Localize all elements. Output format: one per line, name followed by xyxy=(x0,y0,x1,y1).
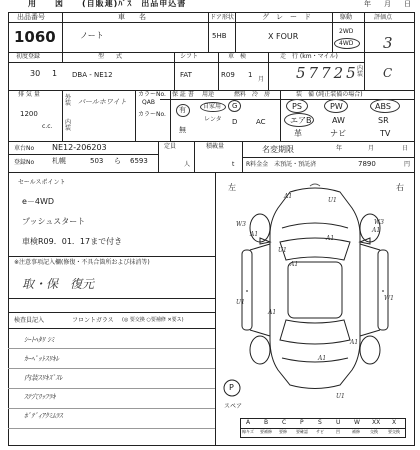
windshield-options: (◎ 要交換 ○要補修 ✕要ス) xyxy=(122,317,184,323)
lot-label: 出品番号 xyxy=(17,13,45,21)
plate-kana: ら xyxy=(114,157,121,165)
legend-code: B xyxy=(264,419,269,426)
diagram-left-label: 左 xyxy=(228,183,236,192)
warranty-label: 保 証 書 xyxy=(172,91,194,98)
legend-desc: サビ xyxy=(316,429,324,434)
damage-mark: A1 xyxy=(372,227,381,234)
legend-code: XX xyxy=(372,419,381,426)
legend-desc: 凹 xyxy=(336,429,340,434)
equip-ps: PS xyxy=(292,102,302,111)
inspector-note: 内装ｽﾘｷｽﾞｽﾚ xyxy=(24,374,63,382)
legend-desc: 要修 xyxy=(279,429,287,434)
equip-pw: PW xyxy=(330,102,343,111)
use-rental: レンタ xyxy=(204,116,222,123)
equip-tv: TV xyxy=(380,129,391,138)
legend-code: X xyxy=(392,419,397,426)
damage-mark: A1 xyxy=(318,355,327,362)
drive-label: 駆動 xyxy=(340,14,353,21)
damage-mark: U1 xyxy=(278,247,287,254)
reg-month: 1 xyxy=(52,69,58,78)
displacement-value: 1200 xyxy=(20,110,38,118)
legend-desc: 線キズ xyxy=(242,429,254,434)
door-value: 5HB xyxy=(212,32,227,40)
grade-label: グ レ ー ド xyxy=(262,13,311,21)
inspector-note: ﾎﾞﾃﾞｨｱｸﾐﾑﾗｽ xyxy=(24,412,63,420)
damage-mark: A1 xyxy=(268,309,277,316)
equip-pw-circle xyxy=(324,99,348,113)
chassis-value: NE12-206203 xyxy=(52,143,107,152)
color-no-label: カラーNo. xyxy=(138,91,166,98)
damage-mark: U1 xyxy=(236,299,245,306)
plate-class: 503 xyxy=(90,157,104,165)
inspection-value: R09 xyxy=(221,71,235,79)
use-private: 自家用 xyxy=(203,103,222,110)
legend-code: U xyxy=(336,419,341,426)
equip-airbag-circle xyxy=(284,113,314,127)
drive-2wd: 2WD xyxy=(339,28,354,35)
damage-mark: W3 xyxy=(374,219,384,226)
door-label: ドア形状 xyxy=(210,14,234,21)
sales-point-line: プッシュスタート xyxy=(22,217,86,226)
date-day-label: 日 xyxy=(404,0,411,8)
inspector-note: ｽﾃ穴ﾘｯﾌﾗｷ xyxy=(24,393,56,401)
legend-desc: 補修 xyxy=(352,429,360,434)
damage-mark: A1 xyxy=(326,235,335,242)
notes-label: ※注意事項記入欄(修復・不具合箇所および抹消等) xyxy=(14,259,150,266)
damage-mark: A1 xyxy=(350,339,359,346)
recycle-fee-label: R料金金 未預託・預託済 xyxy=(246,161,317,168)
exterior-color-label: 外装 xyxy=(65,94,72,107)
equip-ps-circle xyxy=(286,99,308,113)
exterior-color-value: パールホワイト xyxy=(78,98,127,106)
model-label: 型 式 xyxy=(98,53,123,60)
car-name-label: 車 名 xyxy=(118,13,146,21)
damage-mark: A1 xyxy=(284,193,293,200)
color-no-value: QAB xyxy=(142,99,155,106)
sales-point-line: 車検R09．01．17まで付き xyxy=(22,237,123,246)
plate-label: 登録No xyxy=(14,159,35,166)
sales-point-line: e－4WD xyxy=(22,197,55,206)
form-title: 用 図 (自販連)ﾊﾞｽ 出品申込書 xyxy=(28,0,187,8)
equip-sr: SR xyxy=(378,116,389,125)
equip-abs-circle xyxy=(370,99,400,113)
shift-label: シフト xyxy=(180,53,199,60)
plate-area: 札幌 xyxy=(52,157,66,165)
date-month-label: 月 xyxy=(384,0,391,8)
legend-desc: 要交換 xyxy=(388,429,400,434)
legend-code: A xyxy=(246,419,251,426)
equip-abs: ABS xyxy=(375,102,391,111)
damage-mark: U1 xyxy=(328,197,337,204)
plate-number: 6593 xyxy=(130,157,148,165)
car-name: ノート xyxy=(80,31,104,40)
cc-unit: c.c. xyxy=(42,123,53,130)
equip-leather: 革 xyxy=(294,129,302,138)
spare-label: スペア xyxy=(224,403,243,410)
name-change-year: 年 xyxy=(336,145,343,152)
chassis-label: 車台No xyxy=(14,145,35,152)
date-year-label: 年 xyxy=(364,0,371,8)
spare-p-mark: P xyxy=(229,383,234,392)
use-label: 用途 xyxy=(202,91,215,98)
inspector-note: ｶｰﾍﾟｯﾄｽﾘｷﾚ xyxy=(24,355,59,363)
inspector-label: 検査員記入 xyxy=(14,317,45,324)
equip-airbag: エアB xyxy=(290,116,312,125)
inspection-label: 車 検 xyxy=(228,53,247,60)
car-diagram xyxy=(220,180,410,400)
legend-code: P xyxy=(300,419,304,426)
legend-desc: 交換 xyxy=(370,429,378,434)
legend-code: S xyxy=(318,419,322,426)
inspection-month: 1 xyxy=(248,71,253,79)
warranty-none: 無 xyxy=(179,126,186,134)
load-label: 積載量 xyxy=(206,143,225,150)
warranty-value: 有 xyxy=(179,106,186,114)
name-change-month: 月 xyxy=(368,145,375,152)
score-value: 3 xyxy=(383,34,393,52)
name-change-label: 名変期限 xyxy=(262,145,294,154)
interior-color-label: 内装 xyxy=(65,119,72,132)
equip-aw: AW xyxy=(332,116,345,125)
recycle-fee-value: 7890 xyxy=(358,160,376,168)
equipment-label: 装 備 (純正装備の場合) xyxy=(296,91,363,98)
load-unit: t xyxy=(232,161,235,168)
fuel-label: 燃料 xyxy=(234,91,247,98)
legend-desc: 要確認 xyxy=(296,429,308,434)
name-change-day: 日 xyxy=(402,145,409,152)
lot-number: 1060 xyxy=(14,28,56,46)
equip-navi: ナビ xyxy=(330,129,346,138)
month-unit: 月 xyxy=(258,76,265,83)
legend-code: W xyxy=(354,419,360,426)
fuel-gas: G xyxy=(232,102,238,110)
model-value: DBA - NE12 xyxy=(72,71,113,79)
legend-code: C xyxy=(282,419,287,426)
fuel-diesel: D xyxy=(232,118,238,126)
damage-mark: A1 xyxy=(250,231,259,238)
cooling-label: 冷 房 xyxy=(252,91,271,98)
notes-value: 取・保 復元 xyxy=(22,277,95,291)
damage-mark: W1 xyxy=(384,295,394,302)
interior-value: C xyxy=(383,66,393,80)
capacity-unit: 人 xyxy=(184,161,191,168)
windshield-label: フロントガラス xyxy=(72,317,114,324)
mileage-label: 走 行 (km・マイル) xyxy=(280,53,338,60)
reg-year: 30 xyxy=(30,69,41,78)
drive-4wd: 4WD xyxy=(339,40,354,47)
legend-desc: 要補修 xyxy=(260,429,272,434)
damage-mark: U1 xyxy=(336,393,345,400)
sales-points-label: セールスポイント xyxy=(18,179,66,186)
recycle-fee-yen: 円 xyxy=(404,161,411,168)
inspector-note: ｼｰﾄﾍﾀﾘ ｼﾐ xyxy=(24,336,55,344)
displacement-label: 排 気 量 xyxy=(18,91,40,98)
reg-label: 初度登録 xyxy=(16,53,41,60)
mileage-value: 57725 xyxy=(296,64,359,82)
interior-color-no-label: カラーNo. xyxy=(138,111,166,118)
shift-value: FAT xyxy=(180,71,192,79)
diagram-right-label: 右 xyxy=(396,183,404,192)
damage-mark: A1 xyxy=(290,261,299,268)
score-label: 評価点 xyxy=(374,14,393,21)
damage-mark: W3 xyxy=(236,221,246,228)
grade-value: X FOUR xyxy=(268,32,299,41)
interior-label: 内装 xyxy=(357,65,364,78)
capacity-label: 定員 xyxy=(164,143,177,150)
cooling-value: AC xyxy=(256,118,266,126)
